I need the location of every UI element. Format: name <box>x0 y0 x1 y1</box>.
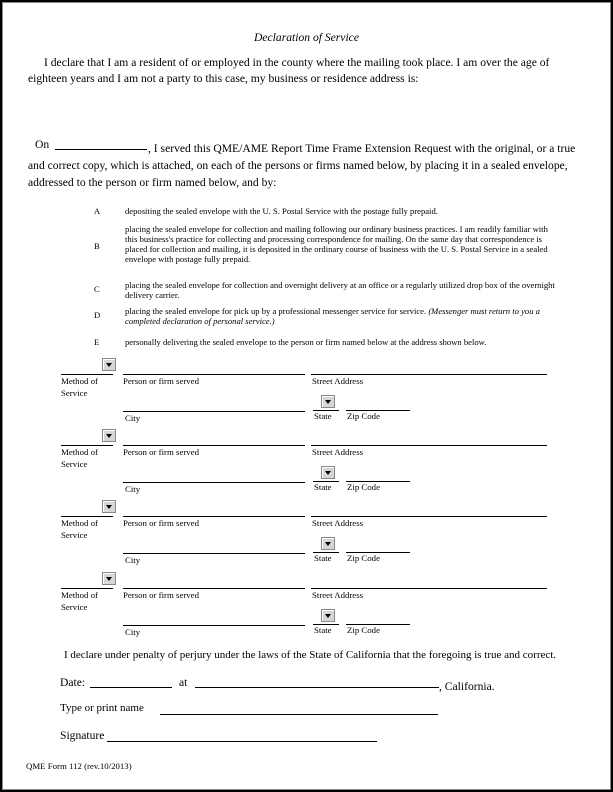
method-dropdown[interactable] <box>102 429 116 442</box>
method-text: depositing the sealed envelope with the U. S. Postal Service with the postage fully prepaid. <box>125 206 438 216</box>
person-label: Person or firm served <box>123 590 199 600</box>
state-dropdown[interactable] <box>321 609 335 622</box>
at-label: at <box>179 676 188 689</box>
street-label: Street Address <box>312 590 364 600</box>
method-letter: D <box>94 310 101 320</box>
street-field[interactable] <box>311 516 547 517</box>
state-label: State <box>314 625 332 635</box>
method-of-label: Method of <box>61 518 98 528</box>
method-of-label: Method of <box>61 447 98 457</box>
method-text: placing the sealed envelope for collection and mailing following our ordinary business practices. I am readily familiar with this business's practice for collecting and processing correspondence for mailing. On the same day that correspondence is placed for collection and mailing, it is deposited in the ordinary course of business with the U. S. Postal Service in a sealed envelope with postage fully prepaid. <box>125 224 548 264</box>
method-letter: B <box>94 241 100 251</box>
service-date-field[interactable] <box>55 149 147 150</box>
city-label: City <box>125 413 141 423</box>
person-label: Person or firm served <box>123 376 199 386</box>
zip-label: Zip Code <box>347 482 380 492</box>
method-of-label: Method of <box>61 376 98 386</box>
street-field[interactable] <box>311 374 547 375</box>
city-field[interactable] <box>123 411 305 412</box>
person-label: Person or firm served <box>123 447 199 457</box>
print-name-field[interactable] <box>160 714 438 715</box>
state-label: State <box>314 553 332 563</box>
california-label: , California. <box>439 680 495 693</box>
perjury-statement: I declare under penalty of perjury under the laws of the State of California that the foregoing is true and correct. <box>64 649 557 661</box>
state-dropdown[interactable] <box>321 395 335 408</box>
date-label: Date: <box>60 676 86 689</box>
city-field[interactable] <box>123 625 305 626</box>
street-field[interactable] <box>311 588 547 589</box>
state-dropdown[interactable] <box>321 537 335 550</box>
method-text-main: placing the sealed envelope for pick up by a professional messenger service for service. <box>125 306 427 316</box>
form-id: QME Form 112 (rev.10/2013) <box>26 761 132 771</box>
person-field[interactable] <box>123 374 305 375</box>
method-note: (Messenger must return to you a completed declaration of personal service.) <box>125 306 540 326</box>
service-label: Service <box>61 530 88 540</box>
method-line[interactable] <box>61 588 113 589</box>
service-label: Service <box>61 388 88 398</box>
street-label: Street Address <box>312 447 364 457</box>
city-field[interactable] <box>123 482 305 483</box>
state-label: State <box>314 411 332 421</box>
state-label: State <box>314 482 332 492</box>
person-field[interactable] <box>123 588 305 589</box>
person-field[interactable] <box>123 516 305 517</box>
intro-paragraph: I declare that I am a resident of or employed in the county where the mailing took place. I am over the age of eighteen years and I am not a party to this case, my business or residence address is: <box>28 56 550 85</box>
served-line-3: addressed to the person or firm named below, and by: <box>28 176 277 189</box>
method-text <box>125 306 555 326</box>
date-field[interactable] <box>90 687 172 688</box>
street-label: Street Address <box>312 376 364 386</box>
method-line[interactable] <box>61 445 113 446</box>
person-field[interactable] <box>123 445 305 446</box>
person-label: Person or firm served <box>123 518 199 528</box>
method-letter: E <box>94 337 100 347</box>
page-title: Declaration of Service <box>254 31 359 44</box>
service-label: Service <box>61 459 88 469</box>
method-line[interactable] <box>61 374 113 375</box>
state-dropdown[interactable] <box>321 466 335 479</box>
street-label: Street Address <box>312 518 364 528</box>
signature-label: Signature <box>60 729 105 742</box>
city-label: City <box>125 555 141 565</box>
method-dropdown[interactable] <box>102 572 116 585</box>
method-letter: C <box>94 284 100 294</box>
method-dropdown[interactable] <box>102 500 116 513</box>
street-field[interactable] <box>311 445 547 446</box>
on-label: On <box>35 138 50 151</box>
zip-label: Zip Code <box>347 553 380 563</box>
zip-label: Zip Code <box>347 625 380 635</box>
method-text: personally delivering the sealed envelope to the person or firm named below at the address shown below. <box>125 337 487 347</box>
location-field[interactable] <box>195 687 439 688</box>
type-print-label: Type or print name <box>60 702 144 714</box>
served-line-2: and correct copy, which is attached, on each of the persons or firms named below, by placing it in a sealed envelope, <box>28 159 568 172</box>
city-label: City <box>125 484 141 494</box>
method-text: placing the sealed envelope for collection and overnight delivery at an office or a regularly utilized drop box of the overnight delivery carrier. <box>125 280 555 300</box>
method-line[interactable] <box>61 516 113 517</box>
method-letter: A <box>94 206 101 216</box>
city-label: City <box>125 627 141 637</box>
method-dropdown[interactable] <box>102 358 116 371</box>
service-label: Service <box>61 602 88 612</box>
signature-field[interactable] <box>107 741 377 742</box>
zip-label: Zip Code <box>347 411 380 421</box>
method-of-label: Method of <box>61 590 98 600</box>
city-field[interactable] <box>123 553 305 554</box>
served-line-1: , I served this QME/AME Report Time Frame Extension Request with the original, or a true <box>148 142 576 155</box>
